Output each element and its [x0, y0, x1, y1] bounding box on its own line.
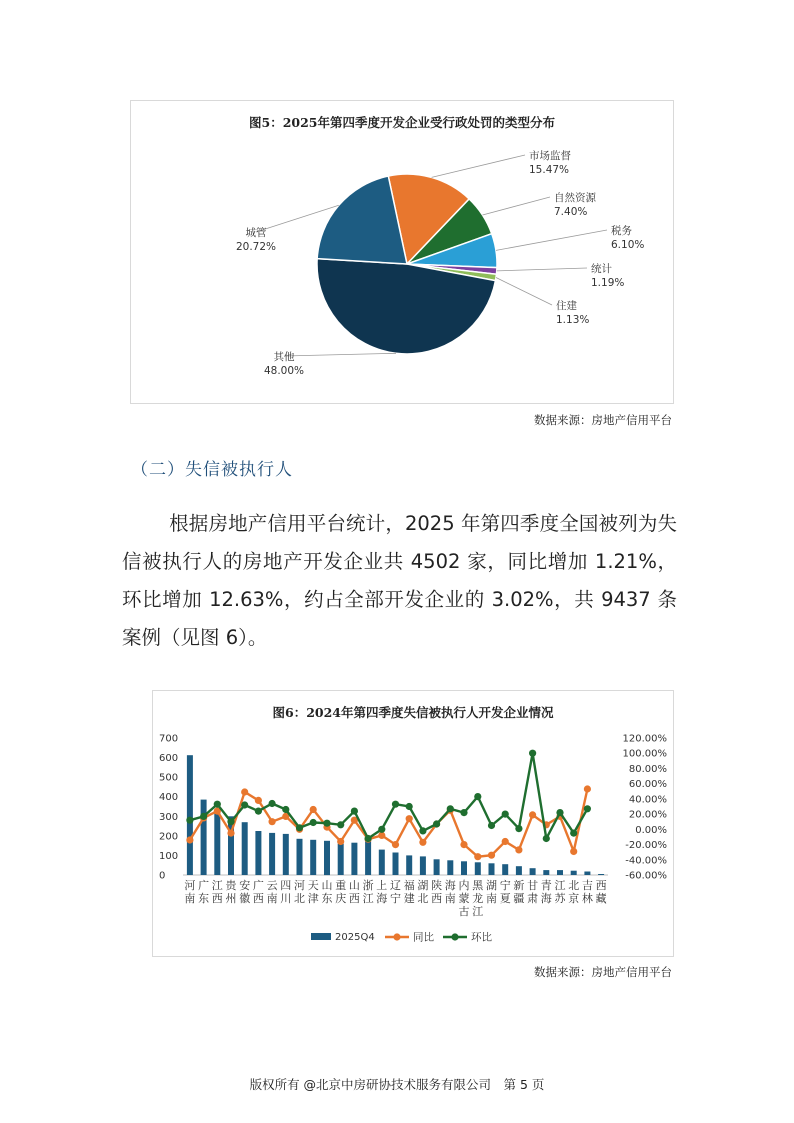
category-label-内蒙古: 内	[458, 879, 470, 892]
yoy-point	[406, 815, 413, 822]
line-yoy	[190, 789, 588, 857]
bar-浙江	[365, 840, 371, 875]
category-label-重庆: 重	[335, 879, 347, 892]
category-label-江西: 江	[211, 879, 223, 892]
right-axis-tick: 120.00%	[622, 733, 667, 745]
yoy-point	[255, 797, 262, 804]
category-label-内蒙古: 蒙	[458, 892, 470, 905]
pie-slice-label-0: 市场监督	[529, 150, 571, 162]
pie-slice-pct-6: 20.72%	[235, 241, 277, 253]
yoy-point	[570, 848, 577, 855]
yoy-point	[488, 852, 495, 859]
pie-slice-pct-3: 1.19%	[591, 277, 625, 289]
left-axis-tick: 400	[159, 792, 179, 804]
yoy-point	[241, 788, 248, 795]
category-label-新疆: 疆	[513, 892, 525, 905]
category-label-甘肃: 甘	[527, 879, 539, 892]
bar-四川	[283, 834, 289, 875]
category-label-陕西: 陕	[431, 879, 443, 892]
right-axis-tick: 60.00%	[628, 779, 667, 791]
pie-slice-label-4: 住建	[556, 300, 577, 312]
pie-slice-pct-2: 6.10%	[611, 239, 645, 251]
qoq-point	[433, 820, 440, 827]
category-label-青海: 青	[540, 879, 552, 892]
pie-slice-label-3: 统计	[591, 263, 612, 275]
qoq-point	[570, 830, 577, 837]
bar-西藏	[598, 874, 604, 875]
bar-云南	[269, 833, 275, 875]
category-label-宁夏: 夏	[499, 892, 511, 905]
qoq-point	[378, 826, 385, 833]
category-label-广东: 广	[198, 879, 210, 892]
legend-bar-label: 2025Q4	[335, 932, 375, 943]
category-label-北京: 北	[568, 879, 580, 892]
bar-山西	[351, 843, 357, 875]
left-axis-tick: 0	[159, 870, 166, 882]
bar-湖北	[420, 856, 426, 875]
qoq-point	[515, 825, 522, 832]
pie-slice-pct-4: 1.13%	[556, 314, 590, 326]
category-label-辽宁: 宁	[390, 892, 401, 905]
category-label-贵州: 贵	[225, 879, 237, 892]
category-label-安徽: 安	[239, 879, 251, 892]
figure5-box	[130, 100, 674, 404]
bar-河南	[187, 755, 193, 875]
qoq-point	[502, 811, 509, 818]
qoq-point	[447, 805, 454, 812]
figure5-source: 数据来源：房地产信用平台	[534, 413, 672, 427]
yoy-point	[515, 846, 522, 853]
qoq-point	[474, 793, 481, 800]
figure6-title: 图6：2024年第四季度失信被执行人开发企业情况	[272, 705, 554, 720]
bar-福建	[406, 855, 412, 875]
yoy-point	[419, 839, 426, 846]
bar-内蒙古	[461, 861, 467, 875]
category-label-山东: 东	[321, 892, 333, 905]
category-label-重庆: 庆	[335, 892, 347, 905]
bar-安徽	[242, 822, 248, 875]
qoq-point	[323, 820, 330, 827]
legend-qoq-label: 环比	[471, 931, 492, 944]
qoq-point	[529, 750, 536, 757]
category-label-山西: 山	[348, 879, 360, 892]
bar-江西	[214, 810, 220, 875]
legend-bar-swatch	[311, 933, 331, 940]
bar-陕西	[434, 859, 440, 875]
qoq-point	[241, 801, 248, 808]
qoq-point	[392, 801, 399, 808]
pie-leader-line-2	[496, 230, 607, 250]
category-label-湖南: 湖	[486, 879, 497, 892]
category-label-宁夏: 宁	[499, 879, 511, 892]
qoq-point	[584, 805, 591, 812]
category-label-云南: 南	[266, 892, 278, 905]
qoq-point	[255, 808, 262, 815]
bar-河北	[297, 839, 303, 875]
category-label-西藏: 藏	[595, 892, 607, 905]
yoy-point	[269, 818, 276, 825]
yoy-point	[227, 830, 234, 837]
category-label-吉林: 林	[581, 892, 593, 905]
left-axis-tick: 100	[159, 850, 179, 862]
category-label-江西: 西	[211, 892, 223, 905]
figure5-title: 图5：2025年第四季度开发企业受行政处罚的类型分布	[249, 115, 555, 130]
right-axis-tick: 0.00%	[635, 824, 667, 836]
figure6-source: 数据来源：房地产信用平台	[534, 965, 672, 979]
qoq-point	[214, 801, 221, 808]
bar-吉林	[584, 872, 590, 876]
qoq-point	[282, 806, 289, 813]
category-label-四川: 四	[280, 879, 292, 892]
bar-江苏	[557, 870, 563, 875]
category-label-河南: 河	[184, 879, 196, 892]
yoy-point	[460, 841, 467, 848]
category-label-江苏: 江	[554, 879, 566, 892]
section-paragraph-text: 根据房地产信用平台统计，2025 年第四季度全国被列为失信被执行人的房地产开发企业共 4502 家，同比增加 1.21%，环比增加 12.63%，约占全部开发企业的 3.02%，共 9437 条案例（见图 6）。	[122, 512, 677, 649]
left-axis-tick: 500	[159, 772, 179, 784]
category-label-福建: 建	[403, 892, 415, 905]
qoq-point	[460, 809, 467, 816]
legend-qoq-marker	[451, 933, 458, 940]
bar-海南	[447, 860, 453, 875]
category-label-四川: 川	[280, 892, 292, 905]
pie-slice-label-1: 自然资源	[554, 192, 596, 204]
category-label-上海: 上	[376, 879, 388, 892]
bar-宁夏	[502, 864, 508, 875]
bar-湖南	[489, 863, 495, 875]
yoy-point	[502, 838, 509, 845]
yoy-point	[186, 836, 193, 843]
category-label-甘肃: 肃	[527, 892, 539, 905]
yoy-point	[474, 853, 481, 860]
category-label-天津: 天	[307, 879, 319, 892]
category-label-云南: 云	[266, 879, 278, 892]
figure5-pie-chart	[131, 101, 673, 403]
bar-辽宁	[393, 853, 399, 876]
category-label-山东: 山	[321, 879, 333, 892]
category-label-黑龙江: 黑	[472, 879, 484, 892]
category-label-新疆: 新	[513, 879, 525, 892]
category-label-河北: 河	[294, 879, 305, 892]
qoq-point	[296, 824, 303, 831]
pie-leader-line-5	[284, 353, 396, 356]
category-label-陕西: 西	[431, 892, 443, 905]
category-label-青海: 海	[540, 892, 552, 905]
category-label-湖南: 南	[486, 892, 497, 905]
qoq-point	[419, 827, 426, 834]
qoq-point	[365, 835, 372, 842]
category-label-湖北: 湖	[417, 879, 429, 892]
pie-slice-label-6: 城管	[245, 227, 267, 239]
yoy-point	[392, 841, 399, 848]
category-label-广东: 东	[198, 892, 210, 905]
left-axis-tick: 200	[159, 831, 179, 843]
category-label-浙江: 江	[362, 892, 374, 905]
category-label-安徽: 徽	[239, 892, 251, 905]
right-axis-tick: -60.00%	[625, 870, 667, 882]
category-label-广西: 西	[252, 892, 264, 905]
category-label-黑龙江: 江	[472, 905, 484, 918]
right-axis-tick: 20.00%	[628, 809, 667, 821]
page-footer: 版权所有 @北京中房研协技术服务有限公司 第 5 页	[249, 1077, 545, 1092]
qoq-point	[351, 808, 358, 815]
qoq-point	[406, 803, 413, 810]
pie-slice-pct-0: 15.47%	[529, 164, 570, 176]
category-label-河北: 北	[294, 892, 305, 905]
qoq-point	[227, 818, 234, 825]
pie-leader-line-1	[483, 197, 551, 215]
qoq-point	[488, 822, 495, 829]
figure6-combo-chart	[153, 691, 673, 956]
qoq-point	[556, 809, 563, 816]
qoq-point	[337, 821, 344, 828]
bar-青海	[543, 870, 549, 875]
yoy-point	[310, 806, 317, 813]
bar-广东	[201, 800, 207, 875]
category-label-湖北: 北	[417, 892, 429, 905]
category-label-辽宁: 辽	[390, 879, 401, 892]
bar-上海	[379, 850, 385, 875]
right-axis-tick: 40.00%	[628, 794, 667, 806]
category-label-河南: 南	[184, 892, 196, 905]
category-label-贵州: 州	[225, 892, 237, 905]
section-paragraph	[122, 505, 677, 657]
category-label-福建: 福	[403, 879, 415, 892]
pie-slice-pct-1: 7.40%	[554, 206, 588, 218]
bar-新疆	[516, 866, 522, 875]
right-axis-tick: -20.00%	[625, 840, 667, 852]
left-axis-tick: 700	[159, 733, 179, 745]
pie-slice-label-5: 其他	[273, 351, 295, 363]
qoq-point	[186, 817, 193, 824]
bar-重庆	[338, 844, 344, 875]
yoy-point	[529, 811, 536, 818]
left-axis-tick: 300	[159, 811, 179, 823]
category-label-北京: 京	[568, 892, 580, 905]
yoy-point	[337, 838, 344, 845]
category-label-内蒙古: 古	[458, 905, 470, 918]
qoq-point	[310, 819, 317, 826]
yoy-point	[584, 785, 591, 792]
qoq-point	[200, 813, 207, 820]
pie-leader-line-4	[496, 278, 552, 306]
legend-yoy-marker	[393, 933, 400, 940]
category-label-吉林: 吉	[581, 879, 593, 892]
bar-山东	[324, 841, 330, 875]
left-axis-tick: 600	[159, 753, 179, 765]
pie-leader-line-3	[497, 268, 587, 271]
pie-slice-pct-5: 48.00%	[263, 365, 305, 377]
category-label-广西: 广	[252, 879, 264, 892]
figure6-box	[152, 690, 674, 957]
right-axis-tick: -40.00%	[625, 855, 667, 867]
category-label-浙江: 浙	[362, 879, 374, 892]
qoq-point	[543, 835, 550, 842]
right-axis-tick: 80.00%	[628, 763, 667, 775]
section-heading: （二）失信被执行人	[131, 460, 293, 480]
bar-黑龙江	[475, 862, 481, 875]
category-label-西藏: 西	[595, 879, 607, 892]
category-label-天津: 津	[307, 892, 319, 905]
qoq-point	[269, 800, 276, 807]
bar-广西	[255, 831, 261, 875]
category-label-上海: 海	[376, 892, 388, 905]
bar-北京	[571, 871, 577, 875]
pie-slice-label-2: 税务	[611, 225, 632, 237]
bar-天津	[310, 840, 316, 875]
right-axis-tick: 100.00%	[622, 748, 667, 760]
category-label-海南: 南	[444, 892, 456, 905]
bar-甘肃	[530, 868, 536, 875]
category-label-山西: 西	[348, 892, 360, 905]
legend-yoy-label: 同比	[413, 931, 434, 944]
pie-leader-line-0	[432, 155, 525, 177]
category-label-海南: 海	[444, 879, 456, 892]
category-label-江苏: 苏	[554, 892, 566, 905]
category-label-黑龙江: 龙	[472, 892, 484, 905]
